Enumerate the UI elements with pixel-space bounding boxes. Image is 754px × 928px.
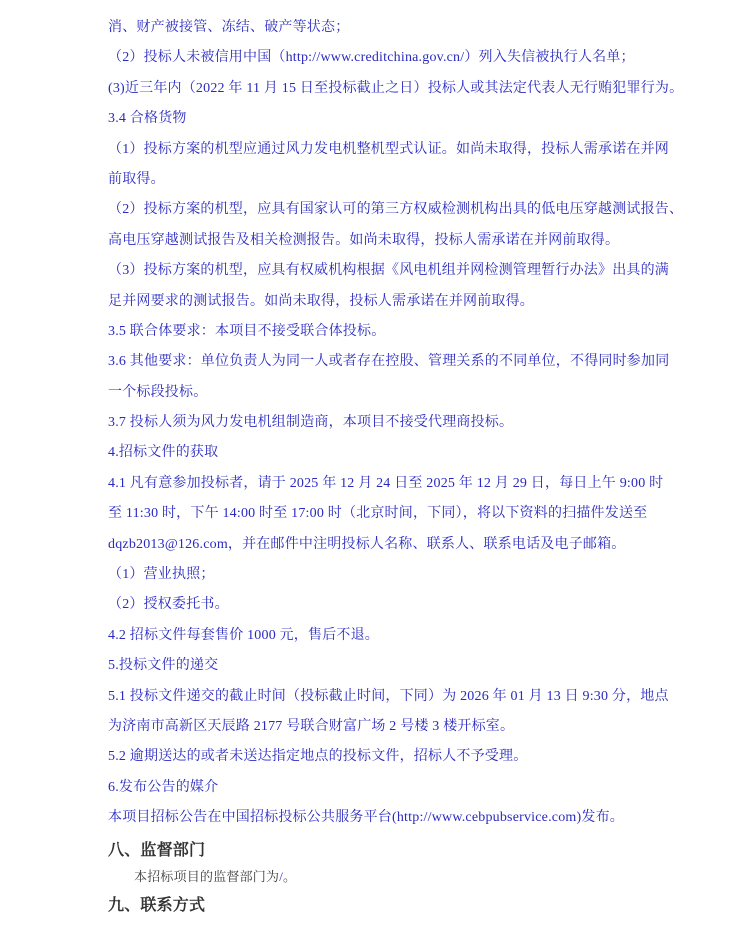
text-line: 4.1 凡有意参加投标者，请于 2025 年 12 月 24 日至 2025 年 12 月 29 日，每日上午 9:00 时	[108, 475, 664, 491]
text-line: 前取得。	[108, 171, 165, 187]
section-heading: 八、监督部门	[108, 841, 206, 859]
text-line: （2）投标人未被信用中国（http://www.creditchina.gov.cn/）列入失信被执行人名单；	[108, 50, 635, 66]
text-line: 本项目招标公告在中国招标投标公共服务平台(http://www.cebpubservice.com)发布。	[108, 810, 624, 826]
text-line: 高电压穿越测试报告及相关检测报告。如尚未取得，投标人需承诺在并网前取得。	[108, 232, 620, 248]
text-line: (3)近三年内（2022 年 11 月 15 日至投标截止之日）投标人或其法定代表人无行贿犯罪行为。	[108, 80, 684, 96]
text-line: dqzb2013@126.com，并在邮件中注明投标人名称、联系人、联系电话及电子邮箱。	[108, 536, 626, 552]
text-line: 3.6 其他要求：单位负责人为同一人或者存在控股、管理关系的不同单位，不得同时参加同	[108, 354, 670, 370]
text-line: 5.投标文件的递交	[108, 658, 219, 674]
text-line	[108, 864, 668, 889]
text-line: 3.4 合格货物	[108, 111, 187, 127]
text-line: 4.招标文件的获取	[108, 445, 219, 461]
text-line: 消、财产被接管、冻结、破产等状态；	[108, 20, 350, 35]
text-part: 本招标项目的监督部门为	[134, 868, 280, 884]
document-body	[108, 13, 684, 919]
text-line: （1）投标方案的机型应通过风力发电机整机型式认证。如尚未取得，投标人需承诺在并网	[108, 141, 669, 157]
section-heading: 九、联系方式	[108, 896, 206, 914]
text-line: 5.1 投标文件递交的截止时间（投标截止时间，下同）为 2026 年 01 月 13 日 9:30 分，地点	[108, 688, 669, 704]
text-part: 。	[283, 868, 297, 884]
text-line: 一个标段投标。	[108, 384, 208, 400]
text-line: 为济南市高新区天辰路 2177 号联合财富广场 2 号楼 3 楼开标室。	[108, 718, 515, 734]
placeholder-slash: /	[279, 868, 284, 884]
text-line: 6.发布公告的媒介	[108, 779, 219, 795]
text-line: 3.5 联合体要求：本项目不接受联合体投标。	[108, 323, 386, 339]
text-line: （3）投标方案的机型，应具有权威机构根据《风电机组并网检测管理暂行办法》出具的满	[108, 263, 669, 279]
text-line: 足并网要求的测试报告。如尚未取得，投标人需承诺在并网前取得。	[108, 293, 534, 309]
text-line: （2）投标方案的机型，应具有国家认可的第三方权威检测机构出具的低电压穿越测试报告、	[108, 202, 684, 218]
text-line: （2）授权委托书。	[108, 597, 229, 613]
text-line: 4.2 招标文件每套售价 1000 元，售后不退。	[108, 627, 379, 643]
text-line: 至 11:30 时，下午 14:00 时至 17:00 时（北京时间，下同），将以下资料的扫描件发送至	[108, 506, 648, 522]
text-line: （1）营业执照；	[108, 567, 215, 583]
text-line: 3.7 投标人须为风力发电机组制造商，本项目不接受代理商投标。	[108, 415, 514, 431]
text-line: 5.2 逾期送达的或者未送达指定地点的投标文件，招标人不予受理。	[108, 749, 528, 765]
